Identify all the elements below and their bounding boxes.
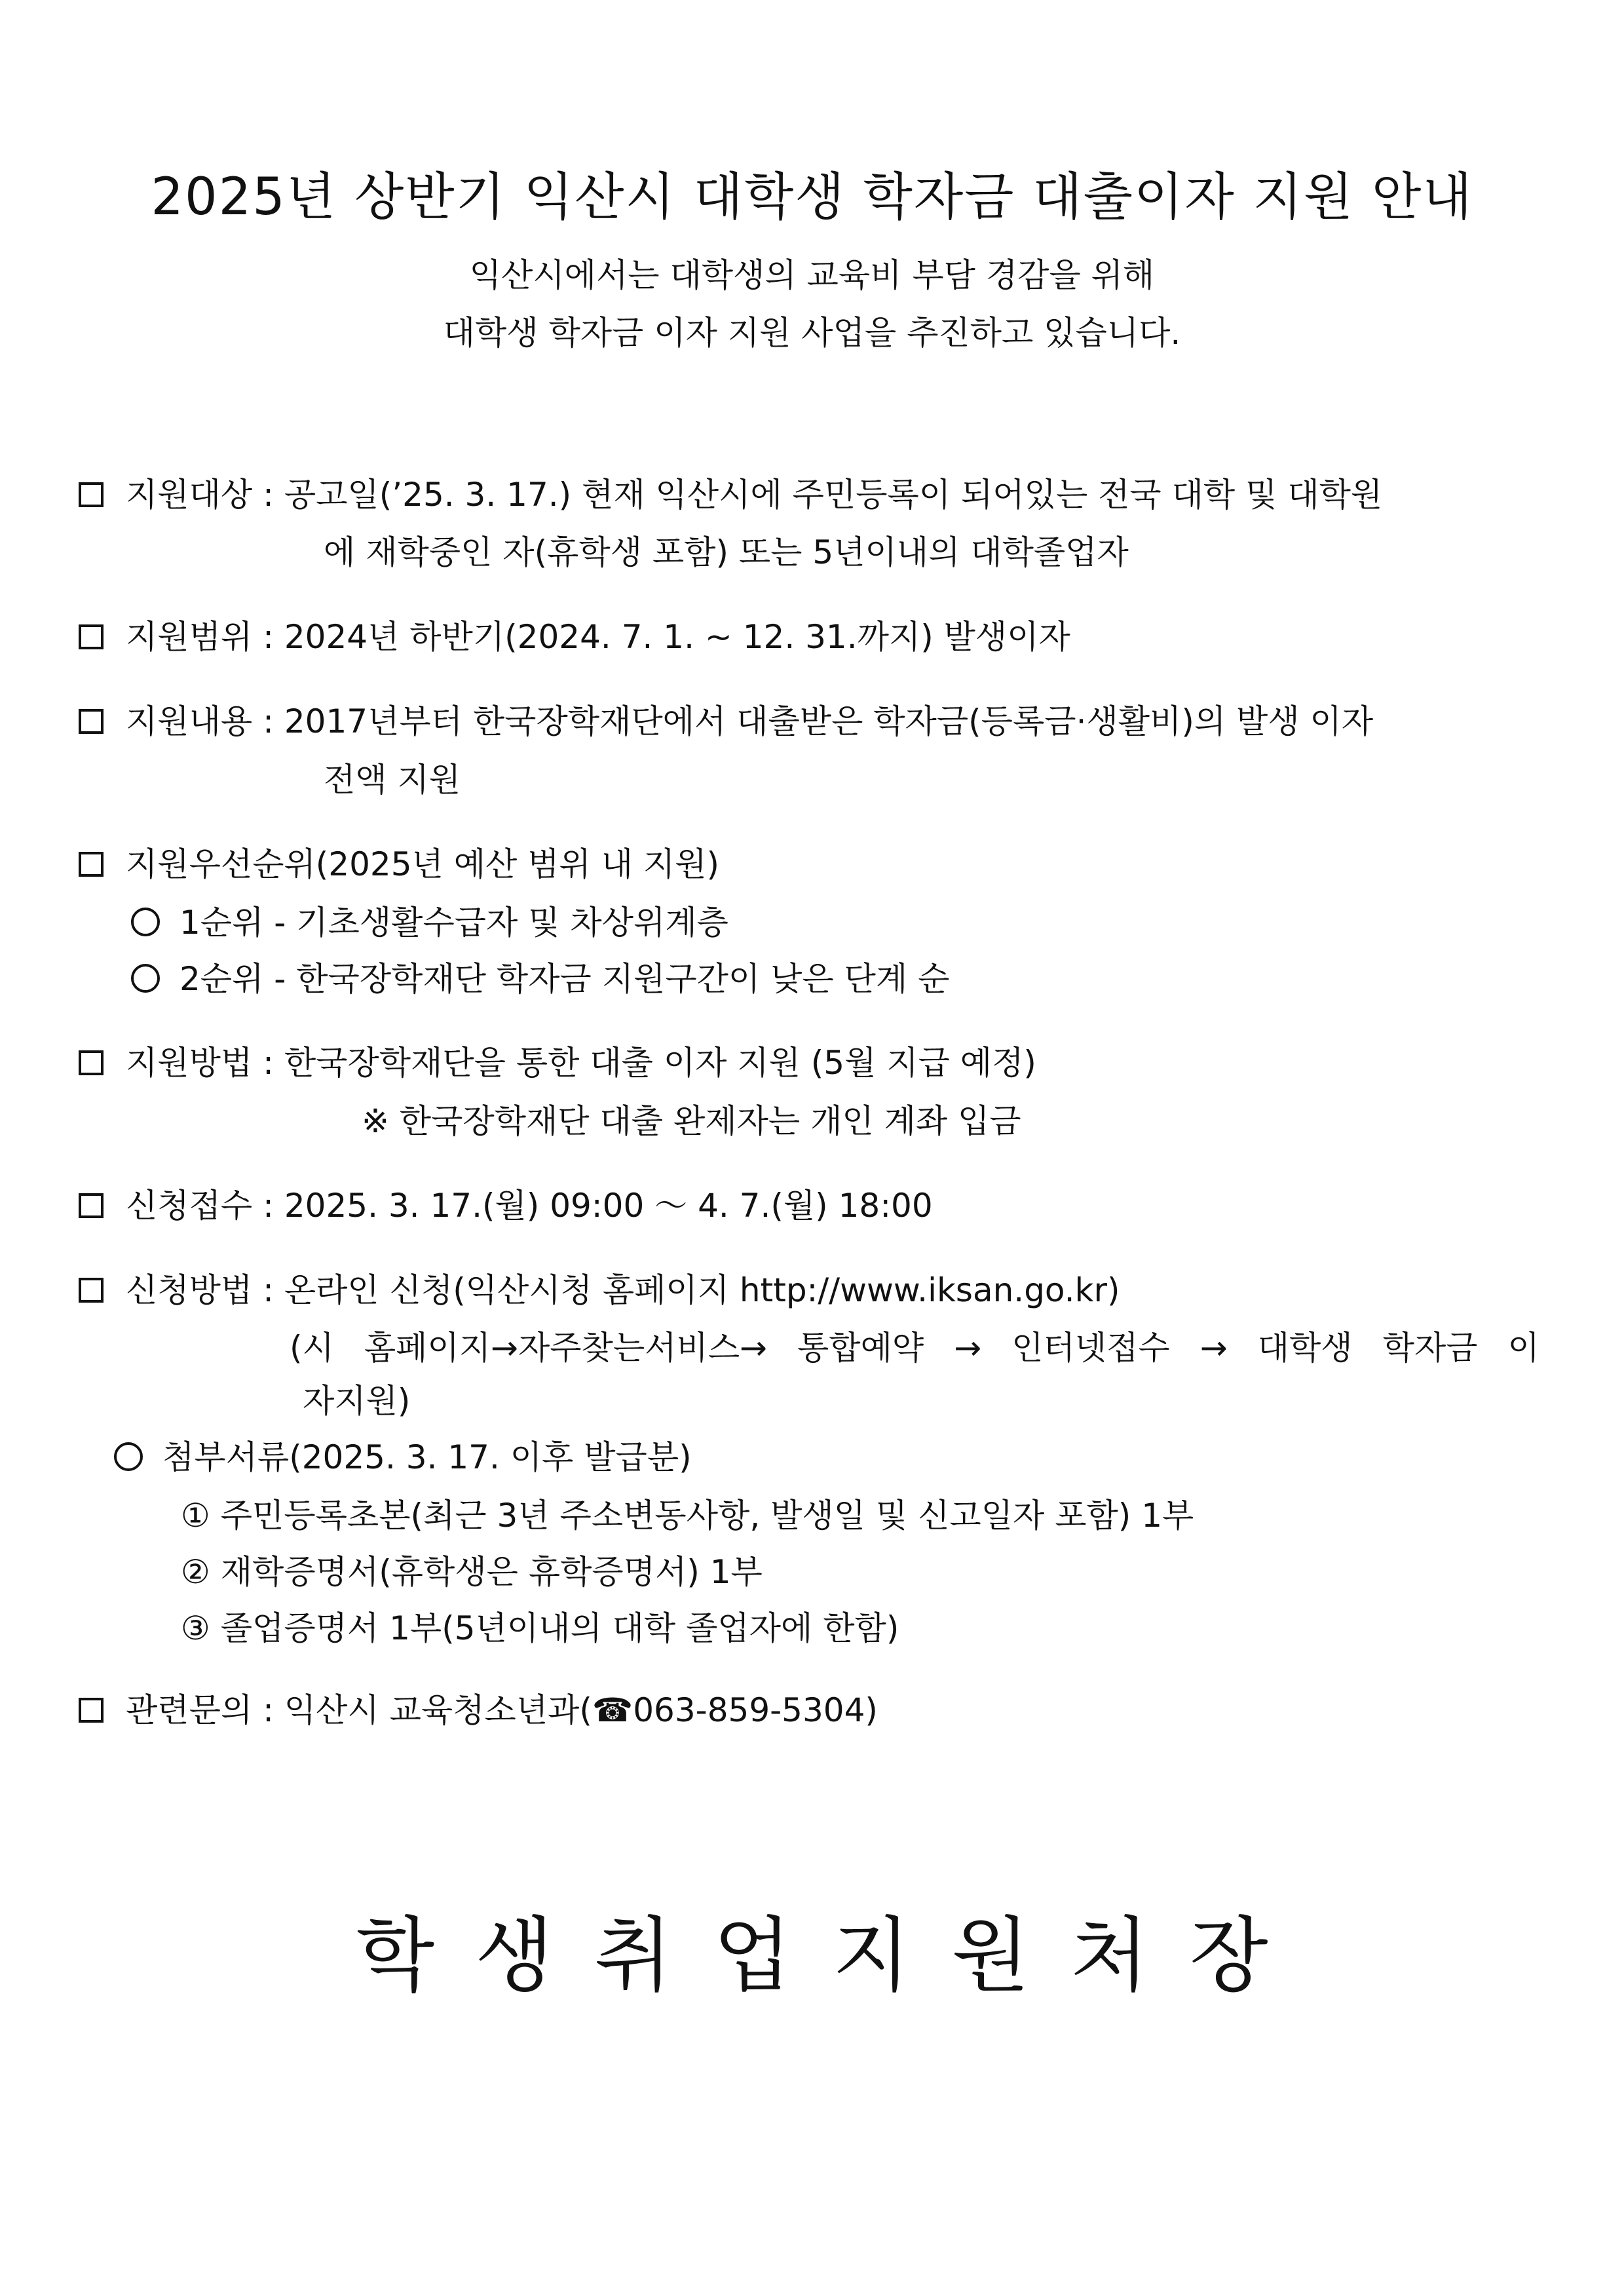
scope-text: 지원범위 : 2024년 하반기(2024. 7. 1. ~ 12. 31.까지) 발생이자 [126, 618, 1070, 656]
contact-line [79, 1689, 878, 1731]
apply-path-part: 이 [1507, 1329, 1539, 1367]
checkbox-square-icon [79, 482, 104, 507]
issuer-signature: 학생취업지원처장 [356, 1909, 1309, 2003]
docs-title-text: 첨부서류(2025. 3. 17. 이후 발급분) [162, 1438, 692, 1476]
apply-path-part: → [954, 1329, 982, 1367]
doc-item-3: ③ 졸업증명서 1부(5년이내의 대학 졸업자에 한함) [181, 1609, 899, 1647]
method-note: ※ 한국장학재단 대출 완제자는 개인 계좌 입금 [362, 1102, 1021, 1140]
content-line-2: 전액 지원 [324, 761, 461, 799]
doc-item-2: ② 재학증명서(휴학생은 휴학증명서) 1부 [181, 1553, 763, 1591]
apply-path-part: (시 [290, 1329, 334, 1367]
content-line-1 [79, 700, 1373, 742]
apply-path-part: 대학생 [1257, 1329, 1353, 1367]
checkbox-square-icon [79, 1698, 104, 1723]
intro-line-1: 익산시에서는 대학생의 교육비 부담 경감을 위해 [469, 256, 1155, 294]
apply-path-line [290, 1327, 1539, 1369]
scope-line [79, 616, 1070, 658]
period-line [79, 1185, 933, 1227]
circle-bullet-icon [131, 964, 160, 993]
intro-line-2: 대학생 학자금 이자 지원 사업을 추진하고 있습니다. [443, 314, 1181, 352]
content-text: 지원내용 : 2017년부터 한국장학재단에서 대출받은 학자금(등록금·생활비)의 발생 이자 [126, 702, 1374, 740]
apply-path-part: 학자금 [1382, 1329, 1478, 1367]
apply-path-end: 자지원) [303, 1382, 411, 1420]
docs-title-line [114, 1436, 692, 1478]
checkbox-square-icon [79, 1193, 104, 1218]
period-text: 신청접수 : 2025. 3. 17.(월) 09:00 ～ 4. 7.(월) 18:00 [126, 1187, 933, 1225]
priority-line [79, 843, 719, 885]
target-text: 지원대상 : 공고일(’25. 3. 17.) 현재 익산시에 주민등록이 되어있는 전국 대학 및 대학원 [126, 476, 1383, 514]
circle-bullet-icon [131, 908, 160, 936]
checkbox-square-icon [79, 1278, 104, 1303]
checkbox-square-icon [79, 709, 104, 734]
apply-text: 신청방법 : 온라인 신청(익산시청 홈페이지 http://www.iksan.go.kr) [126, 1271, 1120, 1309]
apply-line [79, 1269, 1120, 1311]
priority-item-1 [131, 902, 728, 944]
checkbox-square-icon [79, 852, 104, 877]
method-text: 지원방법 : 한국장학재단을 통한 대출 이자 지원 (5월 지급 예정) [126, 1044, 1036, 1082]
priority-text: 지원우선순위(2025년 예산 범위 내 지원) [126, 845, 720, 883]
contact-text: 관련문의 : 익산시 교육청소년과(☎063-859-5304) [126, 1691, 878, 1729]
checkbox-square-icon [79, 1050, 104, 1075]
doc-item-1: ① 주민등록초본(최근 3년 주소변동사항, 발생일 및 신고일자 포함) 1부 [181, 1497, 1194, 1535]
checkbox-square-icon [79, 624, 104, 649]
page-title: 2025년 상반기 익산시 대학생 학자금 대출이자 지원 안내 [151, 168, 1473, 227]
target-line-2: 에 재학중인 자(휴학생 포함) 또는 5년이내의 대학졸업자 [324, 533, 1129, 571]
priority-item-1-text: 1순위 - 기초생활수급자 및 차상위계층 [179, 904, 728, 942]
apply-path-part: 인터넷접수 [1011, 1329, 1170, 1367]
apply-path-part: 통합예약 [797, 1329, 924, 1367]
priority-item-2 [131, 958, 949, 1000]
apply-path-part: → [1199, 1329, 1228, 1367]
target-line-1 [79, 474, 1539, 516]
method-line [79, 1042, 1036, 1084]
priority-item-2-text: 2순위 - 한국장학재단 학자금 지원구간이 낮은 단계 순 [179, 960, 950, 998]
circle-bullet-icon [114, 1442, 143, 1471]
apply-path-part: 홈페이지→자주찾는서비스→ [364, 1329, 767, 1367]
